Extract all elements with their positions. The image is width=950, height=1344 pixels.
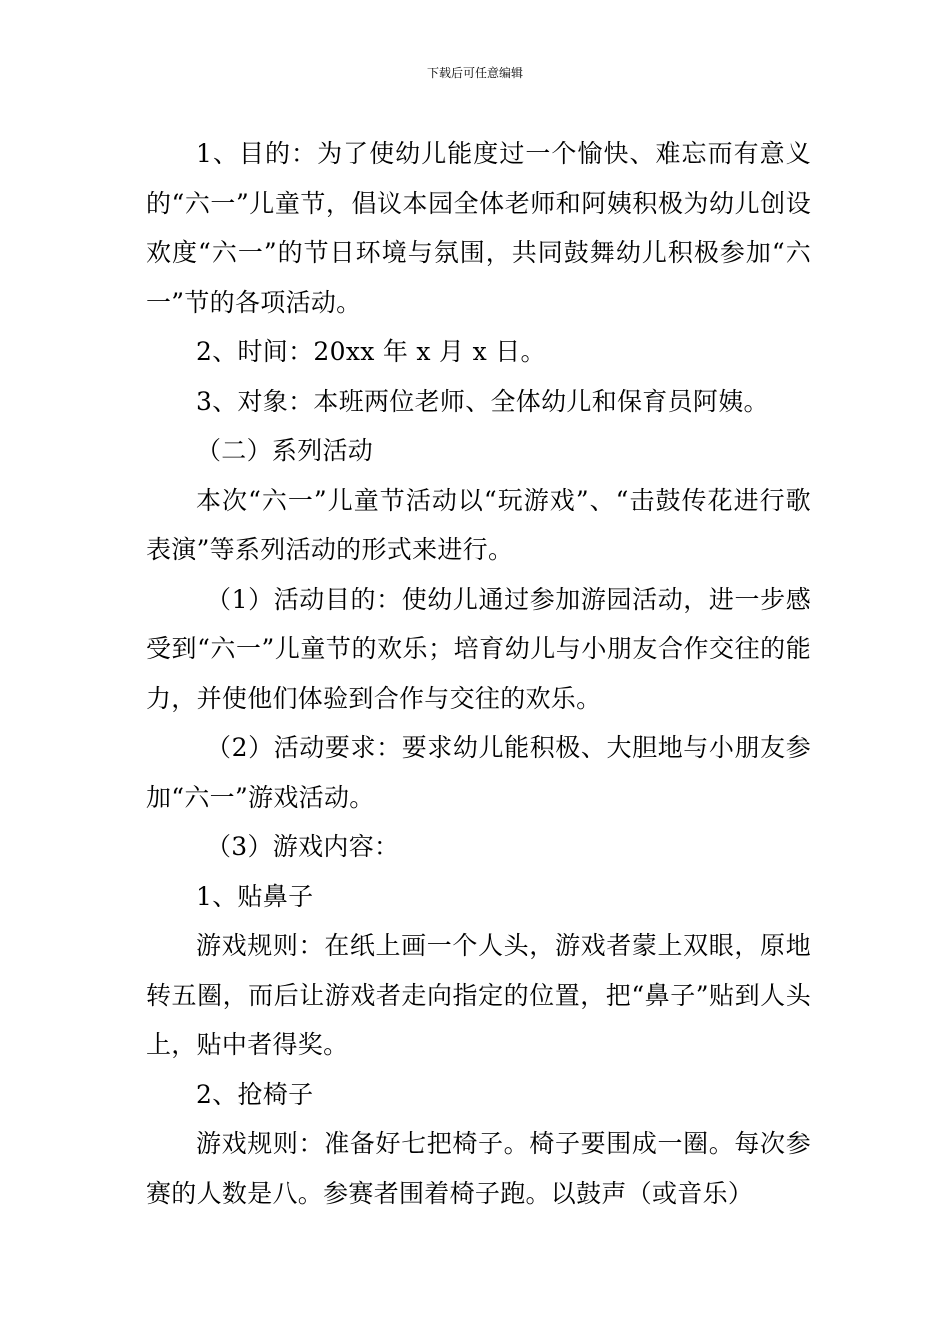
game-rules-nose: 游戏规则：在纸上画一个人头，游戏者蒙上双眼，原地转五圈，而后让游戏者走向指定的位置，把“鼻子”贴到人头上，贴中者得奖。 [146,931,811,1059]
paragraph-game-content: （3）游戏内容： [206,832,400,861]
page-header: 下载后可任意编辑 [426,66,523,80]
paragraph-activity-purpose: （1）活动目的：使幼儿通过参加游园活动，进一步感受到“六一”儿童节的欢乐；培育幼儿与小朋友合作交往的能力，并使他们体验到合作与交往的欢乐。 [146,584,811,713]
paragraph-audience: 3、对象：本班两位老师、全体幼儿和保育员阿姨。 [196,386,769,416]
game-title-nose: 1、贴鼻子 [196,881,314,911]
document-body [146,129,811,1218]
game-rules-chairs: 游戏规则：准备好七把椅子。椅子要围成一圈。每次参赛的人数是八。参赛者围着椅子跑。以鼓声（或音乐） [146,1129,811,1208]
paragraph-purpose: 1、目的：为了使幼儿能度过一个愉快、难忘而有意义的“六一”儿童节，倡议本园全体老师和阿姨积极为幼儿创设欢度“六一”的节日环境与氛围，共同鼓舞幼儿积极参加“六一”节的各项活动。 [146,139,811,317]
paragraph-activities-intro: 本次“六一”儿童节活动以“玩游戏”、“击鼓传花进行歌表演”等系列活动的形式来进行。 [146,485,811,564]
section-heading-activities: （二）系列活动 [196,436,374,465]
paragraph-activity-requirements: （2）活动要求：要求幼儿能积极、大胆地与小朋友参加“六一”游戏活动。 [146,733,811,812]
game-title-chairs: 2、抢椅子 [196,1079,314,1109]
paragraph-time: 2、时间：20xx 年 x 月 x 日。 [196,337,546,366]
